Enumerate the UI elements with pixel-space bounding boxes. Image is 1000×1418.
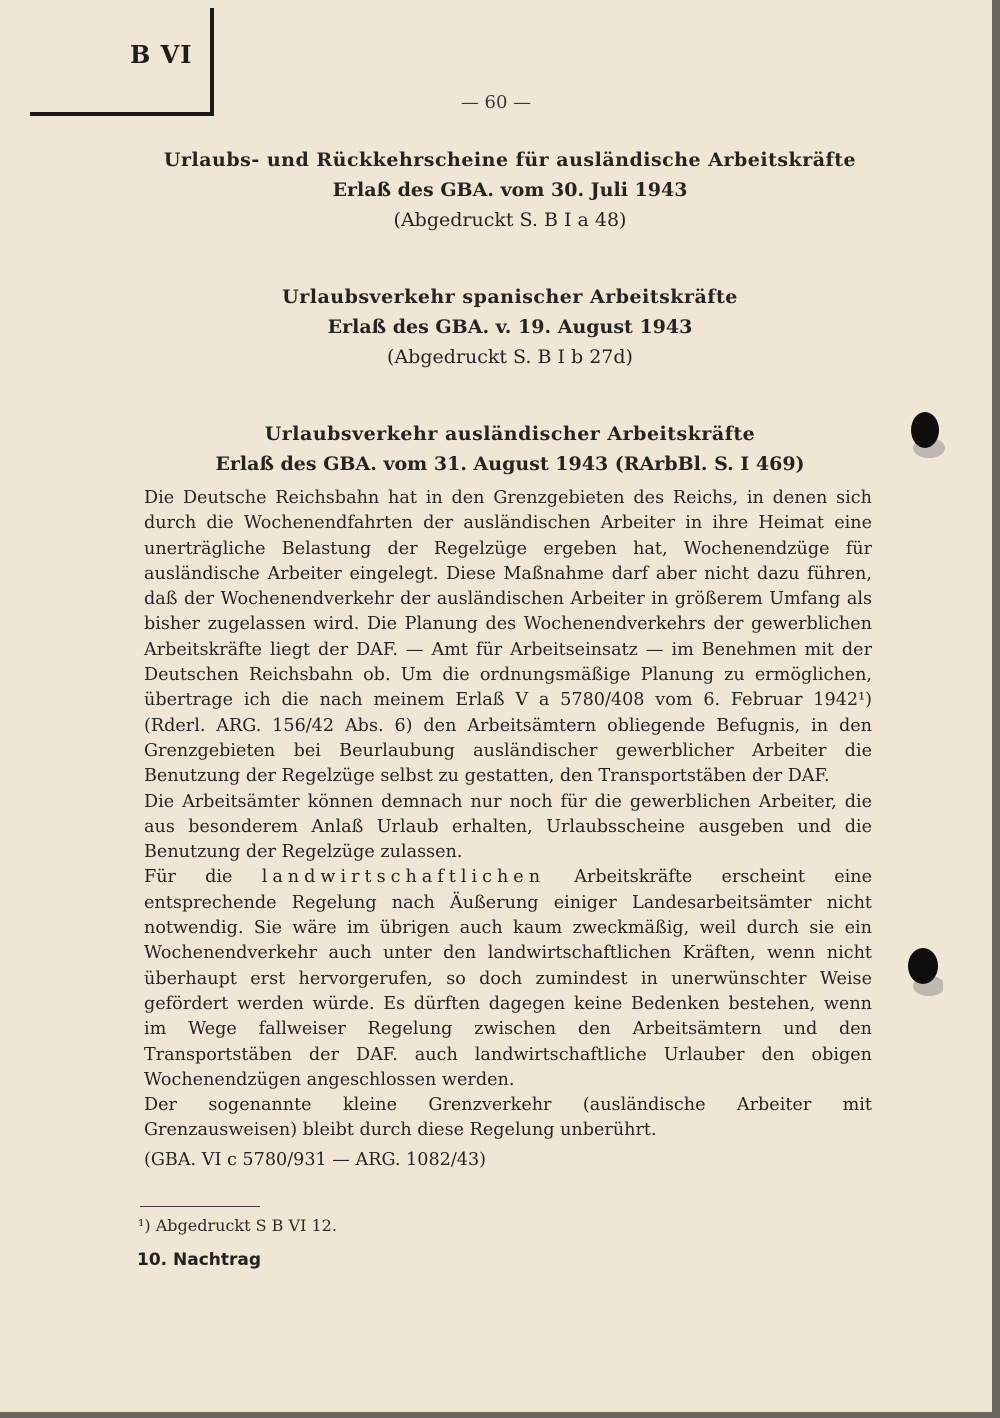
section-decree: Erlaß des GBA. v. 19. August 1943 [327, 316, 693, 338]
section-marker: B VI [130, 40, 193, 69]
section-title: Urlaubsverkehr spanischer Arbeitskräfte [282, 286, 738, 308]
supplement-label: 10. Nachtrag [137, 1250, 262, 1270]
section-title: Urlaubsverkehr ausländischer Arbeitskräfte [264, 423, 756, 445]
punch-hole-icon [903, 946, 943, 998]
section-title: Urlaubs- und Rückkehrscheine für ausländische Arbeitskräfte [163, 149, 857, 171]
paragraph-text: Für die [144, 867, 262, 888]
footnote-divider [140, 1206, 260, 1207]
punch-hole-icon [905, 408, 945, 460]
body-text [144, 486, 872, 1173]
section-reference: (Abgedruckt S. B I a 48) [393, 209, 627, 231]
paragraph-text: Arbeitskräfte erscheint eine entsprechende Regelung nach Äußerung einiger Landesarbeitsämter nicht notwendig. Sie wäre im übrigen auch kaum zweckmäßig, weil durch sie ein Wochenendverkehr auch unter den landwirtschaftlichen Kräften, wenn nicht überhaupt erst hervorgerufen, so doch zumindest in unerwünschter Weise gefördert werden würde. Es dürften dagegen keine Bedenken bestehen, wenn im Wege fallweiser Regelung zwischen den Arbeitsämtern und den Transportstäben der DAF. auch landwirtschaftliche Urlauber den obigen Wochenendzügen angeschlossen werden. [144, 867, 873, 1090]
footnote: ¹) Abgedruckt S B VI 12. [138, 1216, 337, 1235]
section-decree: Erlaß des GBA. vom 30. Juli 1943 [332, 179, 688, 201]
section-heading-3 [0, 419, 1000, 479]
paragraph: Der sogenannte kleine Grenzverkehr (ausländische Arbeiter mit Grenzausweisen) bleibt durch diese Regelung unberührt. [144, 1095, 872, 1141]
section-heading-2 [0, 282, 1000, 372]
paragraph [144, 865, 872, 1093]
paragraph: Die Deutsche Reichsbahn hat in den Grenzgebieten des Reichs, in denen sich durch die Wochenendfahrten der ausländischen Arbeiter in ihre Heimat eine unerträgliche Belastung der Regelzüge ergeben hat, Wochenendzüge für ausländische Arbeiter eingelegt. Diese Maßnahme darf aber nicht dazu führen, daß der Wochenendverkehr der ausländischen Arbeiter in größerem Umfang als bisher zugelassen wird. Die Planung des Wochenendverkehrs der gewerblichen Arbeitskräfte liegt der DAF. — Amt für Arbeitseinsatz — im Benehmen mit der Deutschen Reichsbahn ob. Um die ordnungsmäßige Planung zu ermöglichen, übertrage ich die nach meinem Erlaß V a 5780/408 vom 6. Februar 1942¹) (Rderl. ARG. 156/42 Abs. 6) den Arbeitsämtern obliegende Befugnis, in den Grenzgebieten bei Beurlaubung ausländischer gewerblicher Arbeiter die Benutzung der Regelzüge selbst zu gestatten, den Transportstäben der DAF. [144, 488, 872, 787]
reference-line: (GBA. VI c 5780/931 — ARG. 1082/43) [144, 1149, 487, 1170]
paragraph: Die Arbeitsämter können demnach nur noch für die gewerblichen Arbeiter, die aus besonderem Anlaß Urlaub erhalten, Urlaubsscheine ausgeben und die Benutzung der Regelzüge zulassen. [144, 791, 872, 863]
page-number: — 60 — [460, 92, 532, 113]
spaced-emphasis: landwirtschaftlichen [261, 867, 546, 888]
section-reference: (Abgedruckt S. B I b 27d) [387, 346, 633, 368]
section-heading-1 [0, 145, 1000, 235]
section-decree: Erlaß des GBA. vom 31. August 1943 (RArbBl. S. I 469) [215, 453, 805, 475]
